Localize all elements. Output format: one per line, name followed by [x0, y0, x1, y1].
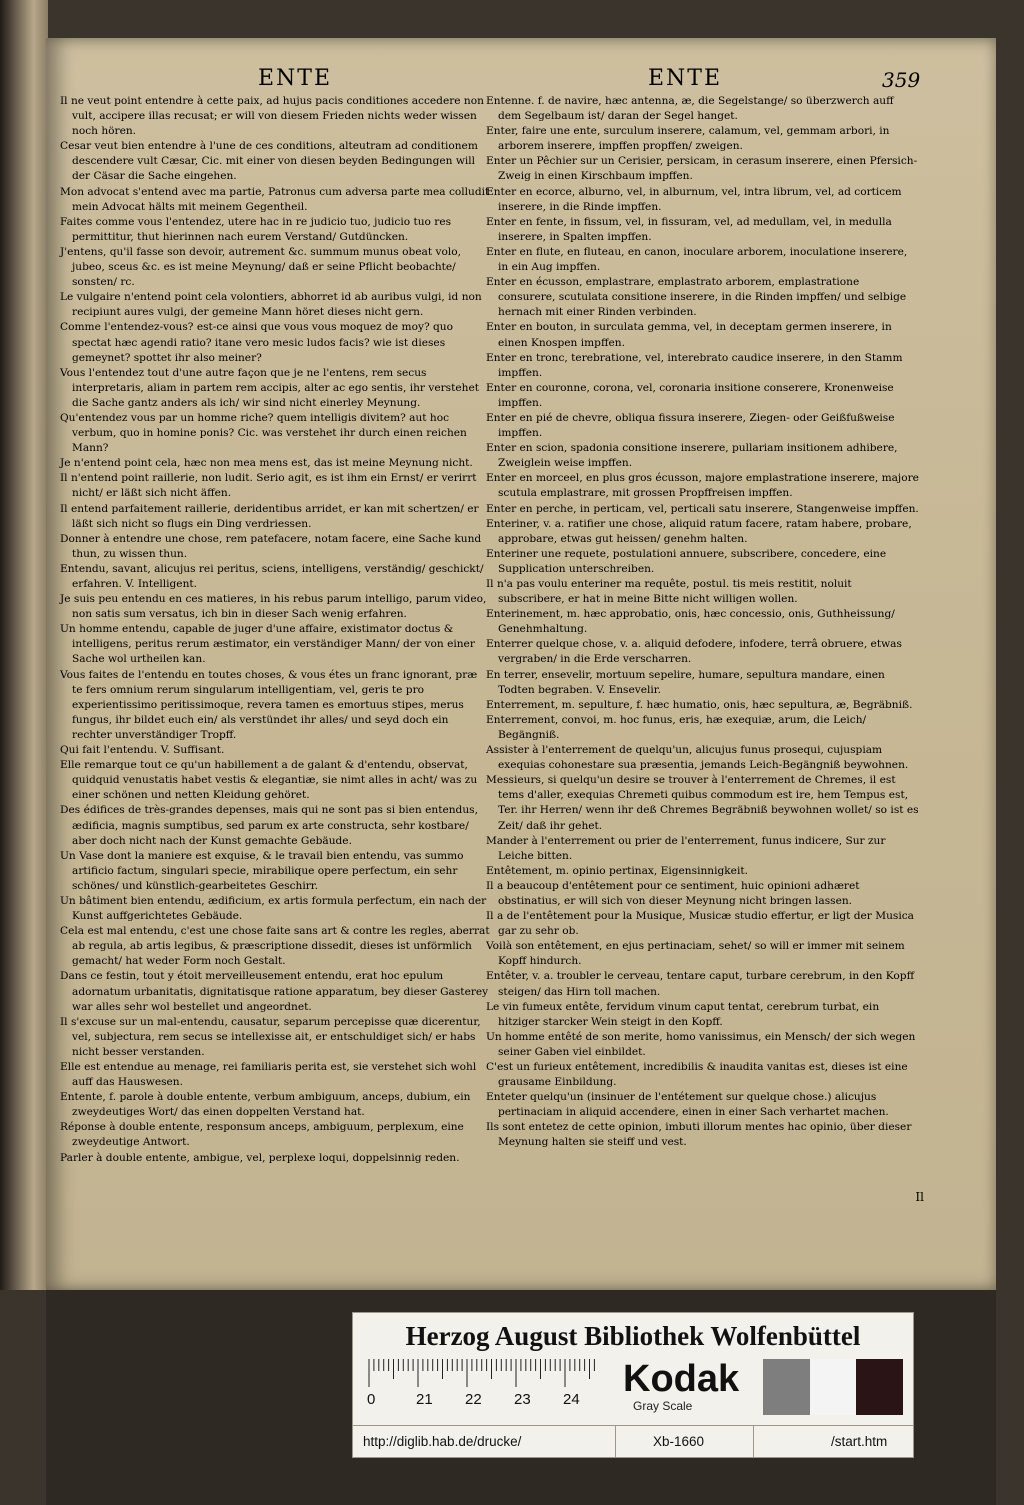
dictionary-entry: Je suis peu entendu en ces matieres, in his rebus parum intelligo, parum video, non satis sum versatus, ich bin in dieser Sach wenig erfahren. [60, 593, 487, 621]
dictionary-entry: En terrer, ensevelir, mortuum sepelire, humare, sepultura mandare, einen Todten begraben. V. Ensevelir. [486, 668, 885, 696]
dictionary-entry: Un homme entêté de son merite, homo vanissimus, ein Mensch/ der sich wegen seiner Gaben viel einbildet. [486, 1030, 916, 1058]
dictionary-entry: Qu'entendez vous par un homme riche? quem intelligis divitem? aut hoc verbum, quo in homine ponis? Cic. was verstehet ihr durch einen reichen Mann? [60, 411, 467, 455]
url-divider [615, 1426, 616, 1458]
right-column [486, 94, 920, 1151]
dictionary-entry: Un Vase dont la maniere est exquise, & le travail bien entendu, vas summo artificio factum, singulari specie, mirabilique opere perfectum, ein sehr schönes/ und künstlich-gearbeitetes Geschirr. [60, 849, 464, 892]
dictionary-entry: Entenne. f. de navire, hæc antenna, æ, die Segelstange/ so überzwerch auff dem Segelbaum ist/ daran der Segel hanget. [486, 95, 894, 123]
dictionary-entry: Enterinement, m. hæc approbatio, onis, hæc concessio, onis, Guthheissung/ Genehmhaltung. [486, 608, 895, 636]
gray-patches [763, 1359, 903, 1415]
dictionary-entry: Enter en pié de chevre, obliqua fissura inserere, Ziegen- oder Geißfußweise impffen. [486, 411, 895, 440]
dictionary-entry: Enter en couronne, corona, vel, coronaria insitione conserere, Kronenweise impffen. [486, 381, 894, 409]
dictionary-entry: Il a de l'entêtement pour la Musique, Musicæ studio effertur, er ligt der Musica gar zu sehr ob. [486, 910, 914, 938]
dictionary-entry: Le vin fumeux entête, fervidum vinum caput tentat, cerebrum turbat, ein hitziger starcker Wein steigt in den Kopff. [486, 1000, 880, 1028]
url-base: http://diglib.hab.de/drucke/ [363, 1434, 522, 1449]
dictionary-entry: Enter en flute, en fluteau, en canon, inoculare arborem, inoculatione inserere, in ein Aug impffen. [486, 245, 908, 274]
book-edge [0, 0, 48, 1290]
dictionary-entry: Cela est mal entendu, c'est une chose faite sans art & contre les regles, aberrat ab regula, ab artis legibus, & præscriptione dissedit, dieses ist unförmlich gemacht/ hat weder Form noch Gestalt. [60, 925, 490, 968]
color-target-strip [352, 1312, 914, 1458]
dictionary-entry: Enter en ecorce, alburno, vel, in alburnum, vel, intra librum, vel, ad corticem inserere, in die Rinde impffen. [486, 185, 902, 213]
url-divider [753, 1426, 754, 1458]
gray-patch [763, 1359, 810, 1415]
dictionary-entry: Messieurs, si quelqu'un desire se trouver à l'enterrement de Chremes, il est tems d'aller, exequias Chremeti quibus commodum est ire, hem Tempus est, Ter. ihr Herren/ wenn ihr deß Chremes Begräbniß beywohnen wollet/ so ist es Zeit/ daß ihr gehet. [486, 774, 919, 832]
dictionary-entry: Vous faites de l'entendu en toutes choses, & vous étes un franc ignorant, præ te fers omnium rerum singularum intelligentiam, vel, geris te pro experientissimo peritissimoque, revera tamen es emortuus stipes, merus fungus, ihr bildet euch ein/ als verstündet ihr alles/ und seyd doch ein rechter unverständiger Tropff. [60, 668, 478, 741]
dictionary-entry: Enter en fente, in fissum, vel, in fissuram, vel, ad medullam, vel, in medulla inserere, in Spalten impffen. [486, 215, 892, 243]
dictionary-entry: Enterrement, m. sepulture, f. hæc humatio, onis, hæc sepultura, æ, Begräbniß. [486, 698, 913, 711]
dictionary-entry: Il s'excuse sur un mal-entendu, causatur, separum percepisse quæ dicerentur, vel, subjectura, rem secus se intellexisse ait, er entschuldiget sich/ er habs nicht besser verstanden. [60, 1015, 481, 1058]
dictionary-entry: Enteriner, v. a. ratifier une chose, aliquid ratum facere, ratam habere, probare, approbare, etwas gut heissen/ genehm halten. [486, 517, 912, 545]
dictionary-entry: Enteriner une requete, postulationi annuere, subscribere, concedere, eine Supplication unterschreiben. [486, 547, 887, 575]
dictionary-entry: Je n'entend point cela, hæc non mea mens est, das ist meine Meynung nicht. [60, 457, 473, 470]
dictionary-entry: Enter un Pêchier sur un Cerisier, persicam, in cerasum inserere, einen Pfersich-Zweig in einen Kirschbaum impffen. [486, 155, 918, 183]
dictionary-entry: Ils sont entetez de cette opinion, imbuti illorum mentes hac opinio, über dieser Meynung halten sie steiff und vest. [486, 1121, 912, 1149]
dictionary-entry: Qui fait l'entendu. V. Suffisant. [60, 744, 225, 757]
dictionary-entry: Enter en tronc, terebratione, vel, interebrato caudice inserere, in den Stamm impffen. [486, 351, 903, 379]
dictionary-entry: Enter en écusson, emplastrare, emplastrato arborem, emplastratione consurere, scutulata consitione inserere, in die Rinden impffen/ und selbige hernach mit einer Rinden verbinden. [486, 276, 907, 319]
page-number: 359 [882, 68, 921, 92]
kodak-logo: Kodak [623, 1358, 740, 1400]
url-suffix: /start.htm [831, 1434, 888, 1449]
dictionary-entry: Donner à entendre une chose, rem patefacere, notam facere, eine Sache kund thun, zu wissen thun. [60, 532, 482, 560]
running-head-left: ENTE [258, 66, 333, 91]
library-title: Herzog August Bibliothek Wolfenbüttel [405, 1321, 861, 1351]
ruler-number: 0 [367, 1391, 376, 1408]
dictionary-entry: Elle est entendue au menage, rei familiaris perita est, sie verstehet sich wohl auff das Hauswesen. [60, 1061, 477, 1089]
dictionary-entry: Des édifices de très-grandes depenses, mais qui ne sont pas si bien entendus, ædificia, magnis sumptibus, sed parum ex arte constructa, sehr kostbare/ aber doch nicht nach der Kunst gemachte Gebäude. [60, 804, 478, 847]
dictionary-entry: Mon advocat s'entend avec ma partie, Patronus cum adversa parte mea colludit mein Advocat hälts mit meinem Gegentheil. [60, 185, 490, 213]
dictionary-entry: J'entens, qu'il fasse son devoir, autrement &c. summum munus obeat volo, jubeo, sceus &c. es ist meine Meynung/ daß er seine Pflicht beobachte/ sonsten/ rc. [60, 245, 461, 289]
dictionary-entry: Voilà son entêtement, en ejus pertinaciam, sehet/ so will er immer mit seinem Kopff hindurch. [486, 940, 905, 968]
dictionary-entry: Réponse à double entente, responsum anceps, ambiguum, perplexum, eine zweydeutige Antwort. [60, 1121, 464, 1149]
dictionary-entry: Faites comme vous l'entendez, utere hac in re judicio tuo, judicio tuo res permittitur, thut hierinnen nach eurem Verstand/ Gutdüncken. [60, 215, 452, 243]
running-head-right: ENTE [648, 66, 723, 91]
dictionary-entry: Mander à l'enterrement ou prier de l'enterrement, funus indicere, Sur zur Leiche bitten. [486, 834, 886, 862]
gray-patch [856, 1359, 903, 1415]
ruler-number: 22 [465, 1391, 482, 1408]
catchword: Il [915, 1190, 924, 1204]
dictionary-entry: Enterrement, convoi, m. hoc funus, eris, hæ exequiæ, arum, die Leich/ Begängniß. [486, 713, 867, 741]
dictionary-entry: Enteter quelqu'un (insinuer de l'entétement sur quelque chose.) alicujus pertinaciam in aliquid accendere, einen in einer Sach verhartet machen. [486, 1091, 889, 1119]
dictionary-entry: Il ne veut point entendre à cette paix, ad hujus pacis conditiones accedere non vult, accipere illas recusat; er will von diesem Frieden nichts weder wissen noch hören. [60, 95, 484, 138]
url-row [353, 1425, 913, 1458]
dictionary-entry: Il n'entend point raillerie, non ludit. Serio agit, es ist ihm ein Ernst/ er verirrt nicht/ er läßt sich nicht äffen. [60, 472, 477, 500]
ruler-number: 24 [563, 1391, 580, 1408]
ruler-scale [367, 1359, 597, 1387]
dictionary-entry: Il a beaucoup d'entêtement pour ce sentiment, huic opinioni adhæret obstinatius, er will sich von dieser Meynung nicht bringen lassen. [486, 879, 860, 907]
dictionary-entry: Entendu, savant, alicujus rei peritus, sciens, intelligens, verständig/ geschickt/ erfahren. V. Intelligent. [60, 562, 484, 590]
dictionary-entry: Enter en bouton, in surculata gemma, vel, in deceptam germen inserere, in einen Knospen impffen. [486, 321, 892, 349]
dictionary-entry: C'est un furieux entêtement, incredibilis & inaudita vanitas est, dieses ist eine grausame Einbildung. [486, 1061, 908, 1089]
dictionary-entry: Parler à double entente, ambigue, vel, perplexe loqui, doppelsinnig reden. [60, 1151, 460, 1164]
url-signature: Xb-1660 [653, 1434, 705, 1449]
dictionary-entry: Il entend parfaitement raillerie, deridentibus arridet, er kan mit schertzen/ er läßt sich nicht so flugs ein Ding verdriessen. [60, 502, 479, 530]
ruler-number: 23 [514, 1391, 531, 1408]
dictionary-entry: Enterrer quelque chose, v. a. aliquid defodere, infodere, terrâ obruere, etwas vergraben/ in die Erde verscharren. [486, 638, 902, 666]
dictionary-entry: Vous l'entendez tout d'une autre façon que je ne l'entens, rem secus interpretaris, aliam in partem rem accipis, alter ac ego sentis, ihr verstehet die Sache gantz anders als ich/ wir sind nicht einerley Meynung. [60, 366, 479, 409]
dictionary-entry: Dans ce festin, tout y étoit merveilleusement entendu, erat hoc epulum adornatum urbanitatis, dignitatisque ratione apparatum, bey dieser Gasterey war alles sehr wol bestellet und angeordnet. [60, 970, 489, 1013]
dictionary-entry: Un bâtiment bien entendu, ædificium, ex artis formula perfectum, ein nach der Kunst auffgerichtetes Gebäude. [60, 894, 487, 923]
ruler-numbers [367, 1391, 607, 1409]
dictionary-entry: Le vulgaire n'entend point cela volontiers, abhorret id ab auribus vulgi, id non recipiunt aures vulgi, der gemeine Mann höret dieses nicht gern. [60, 291, 482, 319]
gray-patch [810, 1359, 857, 1415]
dictionary-entry: Entêter, v. a. troubler le cerveau, tentare caput, turbare cerebrum, in den Kopff steigen/ das Hirn toll machen. [486, 970, 915, 998]
dictionary-entry: Enter en morceel, en plus gros écusson, majore emplastratione inserere, majore scutula emplastrare, mit grossen Propffreisen impffen. [486, 472, 919, 500]
dictionary-entry: Elle remarque tout ce qu'un habillement a de galant & d'entendu, observat, quidquid venustatis habet vestis & elegantiæ, sie nimt alles in acht/ was zu einer schönen und netten Kleidung gehöret. [60, 759, 478, 802]
dictionary-entry: Entêtement, m. opinio pertinax, Eigensinnigkeit. [486, 864, 748, 877]
gray-scale-label: Gray Scale [633, 1399, 693, 1413]
dictionary-entry: Comme l'entendez-vous? est-ce ainsi que vous vous moquez de moy? quo spectat hæc agendi ratio? itane vero mesic ludos facis? wie ist dieses gemeynet? spottet ihr also meiner? [60, 321, 453, 364]
dictionary-entry: Entente, f. parole à double entente, verbum ambiguum, anceps, dubium, ein zweydeutiges Wort/ das einen doppelten Verstand hat. [60, 1091, 471, 1119]
dictionary-entry: Cesar veut bien entendre à l'une de ces conditions, alteutram ad conditionem descendere vult Cæsar, Cic. mit einer von diesen beyden Bedingungen will der Cäsar die Sache eingehen. [60, 140, 478, 183]
ruler-number: 21 [416, 1391, 433, 1408]
dictionary-entry: Assister à l'enterrement de quelqu'un, alicujus funus prosequi, cujuspiam exequias cohonestare sua præsentia, jemands Leich-Begängniß beywohnen. [486, 744, 909, 772]
dictionary-entry: Enter, faire une ente, surculum inserere, calamum, vel, gemmam arbori, in arborem inserere, impffen propffen/ zweigen. [486, 125, 890, 153]
left-column [60, 94, 490, 1166]
dictionary-entry: Enter en scion, spadonia consitione inserere, pullariam insitionem adhibere, Zweiglein weise impffen. [486, 442, 898, 470]
dictionary-entry: Un homme entendu, capable de juger d'une affaire, existimator doctus & intelligens, peritus rerum æstimator, ein verständiger Mann/ der von einer Sache wol urtheilen kan. [60, 623, 475, 666]
dictionary-entry: Il n'a pas voulu enteriner ma requête, postul. tis meis restitit, noluit subscribere, er hat in meine Bitte nicht willigen wollen. [486, 578, 852, 606]
dictionary-entry: Enter en perche, in perticam, vel, perticali satu inserere, Stangenweise impffen. [486, 502, 919, 515]
